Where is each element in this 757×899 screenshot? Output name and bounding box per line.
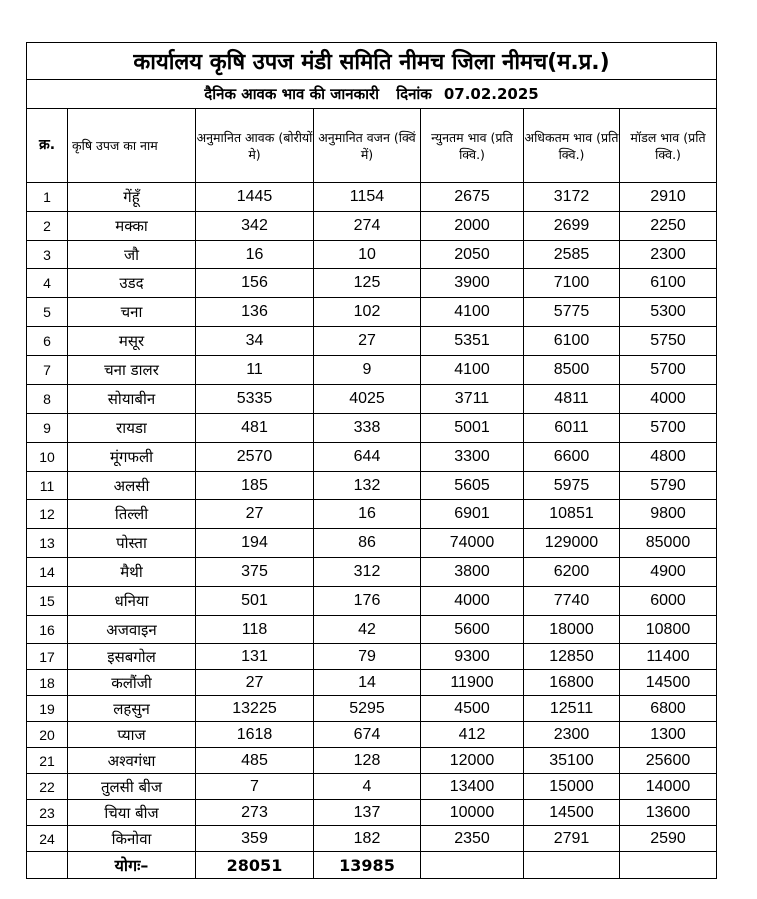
total-label: योगः– <box>68 852 196 879</box>
cell-crop-name: प्याज <box>68 722 196 748</box>
table-row <box>27 414 717 443</box>
cell-min-price: 5351 <box>421 327 524 356</box>
cell-arrival-bags: 34 <box>196 327 314 356</box>
cell-min-price: 12000 <box>421 748 524 774</box>
cell-arrival-bags: 118 <box>196 616 314 644</box>
header-max-price: अधिकतम भाव (प्रति क्वि.) <box>524 109 620 183</box>
header-arrival-bags: अनुमानित आवक (बोरीयों मे) <box>196 109 314 183</box>
cell-arrival-bags: 16 <box>196 241 314 269</box>
cell-modal-price: 4900 <box>620 558 717 587</box>
cell-sno: 23 <box>27 800 68 826</box>
cell-weight: 674 <box>314 722 421 748</box>
cell-weight: 86 <box>314 529 421 558</box>
cell-modal-price: 2910 <box>620 183 717 212</box>
cell-min-price: 5001 <box>421 414 524 443</box>
cell-crop-name: रायडा <box>68 414 196 443</box>
total-bags: 28051 <box>196 852 314 879</box>
cell-weight: 16 <box>314 500 421 529</box>
table-row <box>27 529 717 558</box>
cell-sno: 24 <box>27 826 68 852</box>
cell-weight: 644 <box>314 443 421 472</box>
cell-max-price: 12511 <box>524 696 620 722</box>
cell-modal-price: 2590 <box>620 826 717 852</box>
table-row <box>27 472 717 500</box>
cell-min-price: 4100 <box>421 356 524 385</box>
cell-weight: 4025 <box>314 385 421 414</box>
cell-weight: 5295 <box>314 696 421 722</box>
cell-max-price: 18000 <box>524 616 620 644</box>
total-empty-sno <box>27 852 68 879</box>
cell-max-price: 2791 <box>524 826 620 852</box>
cell-modal-price: 2250 <box>620 212 717 241</box>
cell-sno: 20 <box>27 722 68 748</box>
total-empty-min <box>421 852 524 879</box>
mandi-rates-table <box>26 42 717 879</box>
cell-max-price: 7740 <box>524 587 620 616</box>
cell-max-price: 14500 <box>524 800 620 826</box>
cell-modal-price: 5700 <box>620 414 717 443</box>
cell-min-price: 3300 <box>421 443 524 472</box>
cell-crop-name: पोस्ता <box>68 529 196 558</box>
cell-crop-name: अश्वगंधा <box>68 748 196 774</box>
cell-crop-name: उडद <box>68 269 196 298</box>
cell-min-price: 4000 <box>421 587 524 616</box>
cell-crop-name: तुलसी बीज <box>68 774 196 800</box>
cell-weight: 182 <box>314 826 421 852</box>
cell-min-price: 5605 <box>421 472 524 500</box>
table-row <box>27 774 717 800</box>
cell-crop-name: धनिया <box>68 587 196 616</box>
cell-min-price: 10000 <box>421 800 524 826</box>
table-row <box>27 385 717 414</box>
table-row <box>27 587 717 616</box>
cell-arrival-bags: 359 <box>196 826 314 852</box>
cell-modal-price: 6100 <box>620 269 717 298</box>
header-sno: क्र. <box>27 109 68 183</box>
cell-arrival-bags: 375 <box>196 558 314 587</box>
cell-max-price: 2300 <box>524 722 620 748</box>
cell-crop-name: मसूर <box>68 327 196 356</box>
cell-sno: 15 <box>27 587 68 616</box>
cell-sno: 10 <box>27 443 68 472</box>
cell-max-price: 7100 <box>524 269 620 298</box>
cell-crop-name: इसबगोल <box>68 644 196 670</box>
cell-weight: 128 <box>314 748 421 774</box>
cell-modal-price: 1300 <box>620 722 717 748</box>
table-row <box>27 826 717 852</box>
cell-min-price: 412 <box>421 722 524 748</box>
cell-sno: 18 <box>27 670 68 696</box>
cell-arrival-bags: 2570 <box>196 443 314 472</box>
cell-min-price: 5600 <box>421 616 524 644</box>
cell-modal-price: 14000 <box>620 774 717 800</box>
cell-arrival-bags: 13225 <box>196 696 314 722</box>
header-modal-price: मॉडल भाव (प्रति क्वि.) <box>620 109 717 183</box>
cell-min-price: 74000 <box>421 529 524 558</box>
cell-crop-name: मक्का <box>68 212 196 241</box>
total-empty-modal <box>620 852 717 879</box>
cell-modal-price: 9800 <box>620 500 717 529</box>
cell-max-price: 2585 <box>524 241 620 269</box>
cell-arrival-bags: 273 <box>196 800 314 826</box>
column-header-row <box>27 109 717 183</box>
total-empty-max <box>524 852 620 879</box>
cell-modal-price: 5700 <box>620 356 717 385</box>
cell-modal-price: 14500 <box>620 670 717 696</box>
cell-modal-price: 25600 <box>620 748 717 774</box>
cell-sno: 6 <box>27 327 68 356</box>
cell-max-price: 15000 <box>524 774 620 800</box>
cell-max-price: 10851 <box>524 500 620 529</box>
cell-arrival-bags: 136 <box>196 298 314 327</box>
cell-max-price: 35100 <box>524 748 620 774</box>
cell-weight: 132 <box>314 472 421 500</box>
cell-crop-name: चिया बीज <box>68 800 196 826</box>
header-weight: अनुमानित वजन (क्विं में) <box>314 109 421 183</box>
cell-modal-price: 10800 <box>620 616 717 644</box>
cell-modal-price: 6000 <box>620 587 717 616</box>
cell-max-price: 6200 <box>524 558 620 587</box>
cell-weight: 312 <box>314 558 421 587</box>
table-row <box>27 800 717 826</box>
cell-arrival-bags: 1618 <box>196 722 314 748</box>
cell-min-price: 4500 <box>421 696 524 722</box>
table-row <box>27 327 717 356</box>
cell-weight: 27 <box>314 327 421 356</box>
cell-weight: 125 <box>314 269 421 298</box>
total-row <box>27 852 717 879</box>
cell-sno: 11 <box>27 472 68 500</box>
cell-crop-name: मूंगफली <box>68 443 196 472</box>
cell-weight: 10 <box>314 241 421 269</box>
cell-max-price: 3172 <box>524 183 620 212</box>
cell-modal-price: 85000 <box>620 529 717 558</box>
cell-crop-name: तिल्ली <box>68 500 196 529</box>
cell-min-price: 2050 <box>421 241 524 269</box>
table-row <box>27 443 717 472</box>
cell-arrival-bags: 185 <box>196 472 314 500</box>
cell-arrival-bags: 7 <box>196 774 314 800</box>
cell-weight: 274 <box>314 212 421 241</box>
cell-sno: 12 <box>27 500 68 529</box>
cell-modal-price: 6800 <box>620 696 717 722</box>
cell-weight: 102 <box>314 298 421 327</box>
cell-crop-name: कलौंजी <box>68 670 196 696</box>
cell-weight: 176 <box>314 587 421 616</box>
cell-min-price: 4100 <box>421 298 524 327</box>
cell-weight: 14 <box>314 670 421 696</box>
cell-sno: 22 <box>27 774 68 800</box>
cell-arrival-bags: 156 <box>196 269 314 298</box>
cell-modal-price: 5750 <box>620 327 717 356</box>
cell-arrival-bags: 1445 <box>196 183 314 212</box>
cell-sno: 14 <box>27 558 68 587</box>
cell-max-price: 12850 <box>524 644 620 670</box>
cell-weight: 1154 <box>314 183 421 212</box>
cell-arrival-bags: 194 <box>196 529 314 558</box>
header-min-price: न्युनतम भाव (प्रति क्वि.) <box>421 109 524 183</box>
cell-sno: 8 <box>27 385 68 414</box>
cell-min-price: 2000 <box>421 212 524 241</box>
table-row <box>27 748 717 774</box>
cell-max-price: 6011 <box>524 414 620 443</box>
cell-modal-price: 2300 <box>620 241 717 269</box>
table-row <box>27 212 717 241</box>
page-title: कार्यालय कृषि उपज मंडी समिति नीमच जिला नीमच(म.प्र.) <box>27 43 717 80</box>
table-row <box>27 241 717 269</box>
table-row <box>27 298 717 327</box>
cell-max-price: 2699 <box>524 212 620 241</box>
cell-crop-name: अलसी <box>68 472 196 500</box>
cell-modal-price: 4800 <box>620 443 717 472</box>
report-subtitle <box>27 80 717 109</box>
cell-max-price: 5975 <box>524 472 620 500</box>
cell-sno: 4 <box>27 269 68 298</box>
cell-crop-name: अजवाइन <box>68 616 196 644</box>
cell-sno: 7 <box>27 356 68 385</box>
cell-sno: 2 <box>27 212 68 241</box>
table-body <box>27 183 717 852</box>
cell-crop-name: चना <box>68 298 196 327</box>
cell-sno: 9 <box>27 414 68 443</box>
table-row <box>27 558 717 587</box>
cell-arrival-bags: 342 <box>196 212 314 241</box>
table-row <box>27 696 717 722</box>
cell-arrival-bags: 5335 <box>196 385 314 414</box>
cell-min-price: 3900 <box>421 269 524 298</box>
cell-modal-price: 5790 <box>620 472 717 500</box>
cell-sno: 5 <box>27 298 68 327</box>
cell-min-price: 6901 <box>421 500 524 529</box>
table-row <box>27 644 717 670</box>
cell-max-price: 16800 <box>524 670 620 696</box>
cell-crop-name: जौ <box>68 241 196 269</box>
cell-crop-name: सोयाबीन <box>68 385 196 414</box>
cell-arrival-bags: 485 <box>196 748 314 774</box>
header-crop-name: कृषि उपज का नाम <box>68 109 196 183</box>
table-row <box>27 269 717 298</box>
cell-min-price: 2350 <box>421 826 524 852</box>
cell-arrival-bags: 131 <box>196 644 314 670</box>
cell-arrival-bags: 501 <box>196 587 314 616</box>
cell-max-price: 6100 <box>524 327 620 356</box>
cell-arrival-bags: 11 <box>196 356 314 385</box>
cell-crop-name: गेंहूँ <box>68 183 196 212</box>
cell-max-price: 129000 <box>524 529 620 558</box>
cell-modal-price: 13600 <box>620 800 717 826</box>
cell-weight: 42 <box>314 616 421 644</box>
date-label: दिनांक <box>396 85 432 103</box>
cell-weight: 4 <box>314 774 421 800</box>
subtitle-text: दैनिक आवक भाव की जानकारी <box>204 85 379 103</box>
cell-weight: 137 <box>314 800 421 826</box>
cell-min-price: 2675 <box>421 183 524 212</box>
cell-sno: 3 <box>27 241 68 269</box>
table-row <box>27 616 717 644</box>
cell-arrival-bags: 481 <box>196 414 314 443</box>
table-row <box>27 722 717 748</box>
table-row <box>27 670 717 696</box>
cell-weight: 79 <box>314 644 421 670</box>
cell-modal-price: 5300 <box>620 298 717 327</box>
cell-max-price: 4811 <box>524 385 620 414</box>
cell-sno: 13 <box>27 529 68 558</box>
cell-min-price: 13400 <box>421 774 524 800</box>
cell-modal-price: 11400 <box>620 644 717 670</box>
cell-max-price: 5775 <box>524 298 620 327</box>
cell-modal-price: 4000 <box>620 385 717 414</box>
cell-sno: 19 <box>27 696 68 722</box>
cell-sno: 17 <box>27 644 68 670</box>
cell-min-price: 3800 <box>421 558 524 587</box>
cell-sno: 21 <box>27 748 68 774</box>
cell-arrival-bags: 27 <box>196 670 314 696</box>
table-row <box>27 500 717 529</box>
table-row <box>27 356 717 385</box>
cell-min-price: 11900 <box>421 670 524 696</box>
cell-sno: 16 <box>27 616 68 644</box>
cell-min-price: 9300 <box>421 644 524 670</box>
cell-arrival-bags: 27 <box>196 500 314 529</box>
cell-min-price: 3711 <box>421 385 524 414</box>
cell-weight: 9 <box>314 356 421 385</box>
total-weight: 13985 <box>314 852 421 879</box>
table-row <box>27 183 717 212</box>
report-date: 07.02.2025 <box>443 85 539 103</box>
cell-max-price: 6600 <box>524 443 620 472</box>
cell-crop-name: मैथी <box>68 558 196 587</box>
cell-crop-name: चना डालर <box>68 356 196 385</box>
cell-max-price: 8500 <box>524 356 620 385</box>
cell-crop-name: लहसुन <box>68 696 196 722</box>
cell-sno: 1 <box>27 183 68 212</box>
cell-crop-name: किनोवा <box>68 826 196 852</box>
cell-weight: 338 <box>314 414 421 443</box>
